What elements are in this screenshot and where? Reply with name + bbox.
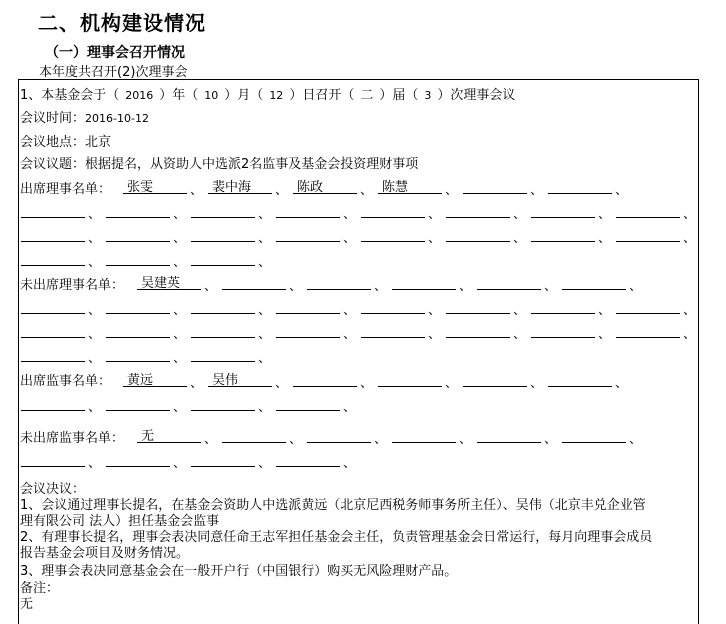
blank-name-line [378,386,442,387]
list-separator: 、 [343,456,357,471]
list-separator: 、 [173,207,187,222]
list-separator: 、 [374,432,388,447]
meeting-time-label: 会议时间： [20,111,86,126]
blank-name-line [106,410,170,411]
blank-name-line [477,442,541,443]
blank-name-line [21,361,85,362]
blank-name-line [191,337,255,338]
meeting-year: 2016 [125,89,154,102]
list-separator: 、 [88,207,102,222]
absent-directors-label: 未出席理事名单： [20,278,125,293]
list-separator: 、 [88,400,102,415]
blank-name-line [531,241,595,242]
text-fragment: ）次理事会议 [437,88,516,103]
blank-name-line [106,337,170,338]
blank-name-line [21,241,85,242]
intro-suffix: 次理事会 [135,65,188,80]
list-separator: 、 [343,207,357,222]
remarks-label: 备注： [20,581,60,596]
blank-name-line [21,217,85,218]
meeting-count-summary [39,61,187,80]
list-separator: 、 [629,279,643,294]
meeting-place [20,131,111,150]
member-name: 陈政 [297,180,324,195]
list-separator: 、 [190,183,204,198]
blank-name-line [191,241,255,242]
resolution-2-line-a: 2、有理事长提名，理事会表决同意任命王志军担任基金会主任，负责管理基金会日常运行，每月向理事会成员 [20,530,653,545]
list-separator: 、 [258,303,272,318]
member-name: 裴中海 [212,180,252,195]
member-name: 陈慧 [382,180,409,195]
list-separator: 、 [683,231,697,246]
list-separator: 、 [615,376,629,391]
blank-name-line [21,337,85,338]
list-separator: 、 [289,432,303,447]
blank-name-line [191,265,255,266]
blank-name-line [276,241,340,242]
meeting-topic [20,153,418,172]
list-separator: 、 [445,183,459,198]
list-separator: 、 [173,231,187,246]
list-separator: 、 [530,183,544,198]
blank-name-line [392,442,456,443]
meeting-session: 二 [360,88,374,103]
blank-name-line [361,241,425,242]
list-separator: 、 [360,183,374,198]
member-name: 无 [141,429,155,444]
list-separator: 、 [343,231,357,246]
list-separator: 、 [88,231,102,246]
list-separator: 、 [544,432,558,447]
list-separator: 、 [190,376,204,391]
list-separator: 、 [530,376,544,391]
resolution-1-line-a: 1、会议通过理事长提名，在基金会资助人中选派黄远（北京尼西税务师事务所主任）、吴伟（北京丰兑企业管 [20,498,646,513]
list-separator: 、 [173,327,187,342]
list-separator: 、 [289,279,303,294]
list-separator: 、 [598,231,612,246]
blank-name-line [191,313,255,314]
blank-name-line [21,466,85,467]
blank-name-line [106,265,170,266]
blank-name-line [106,241,170,242]
blank-name-line [616,241,680,242]
blank-name-line [307,289,371,290]
blank-name-line [21,265,85,266]
blank-name-line [191,361,255,362]
blank-name-line [276,217,340,218]
list-separator: 、 [629,432,643,447]
text-fragment: 1、本基金会于（ [20,88,120,103]
list-separator: 、 [343,400,357,415]
list-separator: 、 [275,183,289,198]
list-separator: 、 [173,303,187,318]
list-separator: 、 [258,231,272,246]
list-separator: 、 [598,327,612,342]
list-separator: 、 [204,432,218,447]
blank-name-line [276,313,340,314]
blank-name-line [531,337,595,338]
remarks-value: 无 [20,597,34,612]
blank-name-line [21,313,85,314]
list-separator: 、 [374,279,388,294]
blank-name-line [106,466,170,467]
meeting-day: 12 [269,89,284,102]
blank-name-line [21,410,85,411]
blank-name-line [446,241,510,242]
section-title: 二、机构建设情况 [38,11,206,35]
list-separator: 、 [258,207,272,222]
blank-name-line [276,410,340,411]
list-separator: 、 [88,255,102,270]
text-fragment: ）月（ [224,88,264,103]
blank-name-line [191,410,255,411]
meeting-time-value: 2016-10-12 [85,112,149,125]
list-separator: 、 [258,351,272,366]
list-separator: 、 [343,303,357,318]
blank-name-line [276,337,340,338]
list-separator: 、 [343,327,357,342]
blank-name-line [361,313,425,314]
blank-name-line [106,217,170,218]
blank-name-line [446,217,510,218]
list-separator: 、 [204,279,218,294]
list-separator: 、 [513,303,527,318]
blank-name-line [562,442,626,443]
blank-name-line [562,289,626,290]
list-separator: 、 [258,327,272,342]
list-separator: 、 [513,327,527,342]
blank-name-line [222,442,286,443]
list-separator: 、 [445,376,459,391]
blank-name-line [616,337,680,338]
list-separator: 、 [88,351,102,366]
blank-name-line [392,289,456,290]
blank-name-line [616,217,680,218]
list-separator: 、 [258,400,272,415]
list-separator: 、 [544,279,558,294]
meeting-count: (2) [117,65,136,80]
list-separator: 、 [683,303,697,318]
list-separator: 、 [428,207,442,222]
meeting-date-line [20,84,515,103]
blank-name-line [531,313,595,314]
absent-supervisors-label: 未出席监事名单： [20,431,125,446]
blank-name-line [191,466,255,467]
blank-name-line [293,386,357,387]
member-name: 吴伟 [212,373,239,388]
blank-name-line [531,217,595,218]
meeting-time [20,107,149,126]
blank-name-line [191,217,255,218]
list-separator: 、 [173,351,187,366]
blank-name-line [616,313,680,314]
subsection-title: （一）理事会召开情况 [45,45,185,61]
resolution-3: 3、理事会表决同意基金会在一般开户行（中国银行）购买无风险理财产品。 [20,564,458,579]
blank-name-line [477,289,541,290]
attending-directors-label: 出席理事名单： [20,182,112,197]
list-separator: 、 [513,231,527,246]
resolutions-label: 会议决议： [20,482,86,497]
blank-name-line [548,193,612,194]
blank-name-line [463,193,527,194]
list-separator: 、 [459,432,473,447]
list-separator: 、 [615,183,629,198]
list-separator: 、 [360,376,374,391]
meeting-month: 10 [204,89,219,102]
blank-name-line [106,313,170,314]
list-separator: 、 [275,376,289,391]
meeting-topic-label: 会议议题： [20,157,86,172]
blank-name-line [446,313,510,314]
blank-name-line [276,466,340,467]
member-name: 张雯 [127,180,154,195]
meeting-topic-value: 根据提名，从资助人中选派2名监事及基金会投资理财事项 [85,157,419,172]
list-separator: 、 [88,327,102,342]
list-separator: 、 [258,456,272,471]
meeting-place-value: 北京 [85,135,112,150]
text-fragment: ）届（ [379,88,419,103]
resolution-2-line-b: 报告基金会项目及财务情况。 [20,546,190,561]
list-separator: 、 [428,231,442,246]
list-separator: 、 [173,400,187,415]
list-separator: 、 [258,255,272,270]
attending-supervisors-label: 出席监事名单： [20,374,112,389]
blank-name-line [361,217,425,218]
list-separator: 、 [683,207,697,222]
blank-name-line [463,386,527,387]
blank-name-line [548,386,612,387]
blank-name-line [361,337,425,338]
list-separator: 、 [459,279,473,294]
blank-name-line [307,442,371,443]
meeting-place-label: 会议地点： [20,135,86,150]
resolution-1-line-b: 理有限公司 法人）担任基金会监事 [20,514,220,529]
list-separator: 、 [173,255,187,270]
text-fragment: ）年（ [159,88,199,103]
list-separator: 、 [598,207,612,222]
list-separator: 、 [428,303,442,318]
list-separator: 、 [88,456,102,471]
member-name: 吴建英 [141,276,181,291]
intro-prefix: 本年度共召开 [39,65,118,80]
meeting-number: 3 [424,89,432,102]
member-name: 黄远 [127,373,154,388]
list-separator: 、 [513,207,527,222]
text-fragment: ）日召开（ [289,88,355,103]
list-separator: 、 [173,456,187,471]
list-separator: 、 [88,303,102,318]
list-separator: 、 [598,303,612,318]
list-separator: 、 [428,327,442,342]
blank-name-line [446,337,510,338]
blank-name-line [106,361,170,362]
blank-name-line [222,289,286,290]
list-separator: 、 [683,327,697,342]
